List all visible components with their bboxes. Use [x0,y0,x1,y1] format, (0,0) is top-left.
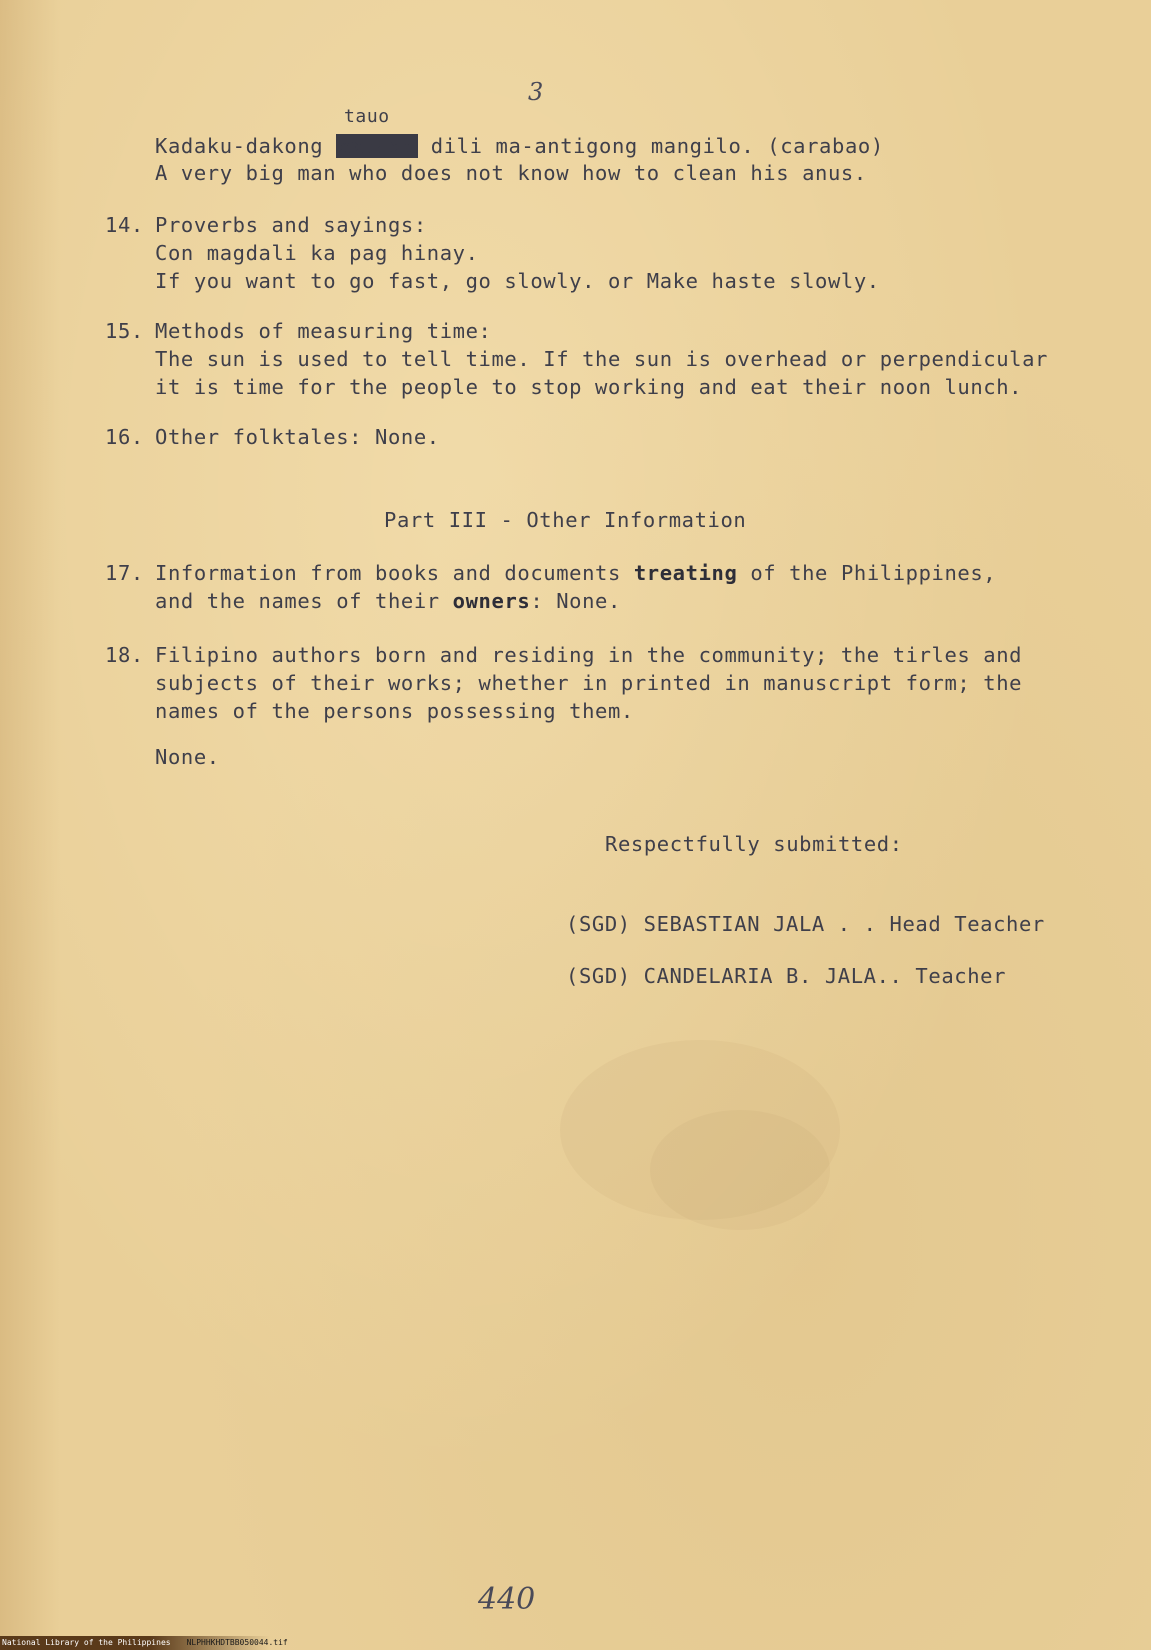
item-heading: Proverbs and sayings: [155,213,427,237]
item-18-line-3: names of the persons possessing them. [155,699,634,723]
item-heading: Methods of measuring time: [155,319,492,343]
riddle-line-2: A very big man who does not know how to clean his anus. [155,161,867,185]
bold-word: treating [633,561,738,585]
footer-filename: NLPHHKHDTBB050044.tif [186,1638,288,1647]
item-number: 17. [105,561,144,585]
insertion-word: tauo [344,106,390,127]
signature-teacher: (SGD) CANDELARIA B. JALA.. Teacher [566,964,1007,988]
footer-library: National Library of the Philippines [2,1638,171,1647]
item-text: Filipino authors born and residing in the community; the tirles and [155,643,1023,667]
item-text: Other folktales: None. [155,425,440,449]
part-heading: Part III - Other Information [384,508,747,532]
handwritten-folio-number: 440 [478,1582,536,1617]
none-text: None. [155,745,220,769]
riddle-text-after: dili ma-antigong mangilo. (carabao) [417,134,884,158]
item-18-line-1 [105,643,1022,667]
riddle-text-before: Kadaku-dakong [155,134,337,158]
item-15-line-2: it is time for the people to stop working and eat their noon lunch. [155,375,1023,399]
item-14-line-2: If you want to go fast, go slowly. or Make haste slowly. [155,269,880,293]
scan-footer [0,1636,288,1650]
item-17-line-1 [105,561,996,585]
closing-text: Respectfully submitted: [605,832,903,856]
signature-head-teacher: (SGD) SEBASTIAN JALA . . Head Teacher [566,912,1045,936]
item-18-line-2: subjects of their works; whether in printed in manuscript form; the [155,671,1023,695]
item-17-line-2 [155,589,621,613]
item-text: of the Philippines, [737,561,997,585]
item-number: 15. [105,319,144,343]
item-14-heading [105,213,427,237]
paper-stain [650,1110,830,1230]
item-text: and the names of their [155,589,453,613]
item-15-line-1: The sun is used to tell time. If the sun is overhead or perpendicular [155,347,1049,371]
item-16 [105,425,440,449]
item-number: 14. [105,213,144,237]
item-number: 16. [105,425,144,449]
item-number: 18. [105,643,144,667]
item-14-line-1: Con magdali ka pag hinay. [155,241,479,265]
item-text: Information from books and documents [155,561,634,585]
struck-out-word: xxtaxx [338,134,416,158]
item-15-heading [105,319,492,343]
item-text: : None. [530,589,621,613]
bold-word: owners [452,589,531,613]
page-number: 3 [528,78,544,106]
riddle-line-1 [155,134,884,158]
